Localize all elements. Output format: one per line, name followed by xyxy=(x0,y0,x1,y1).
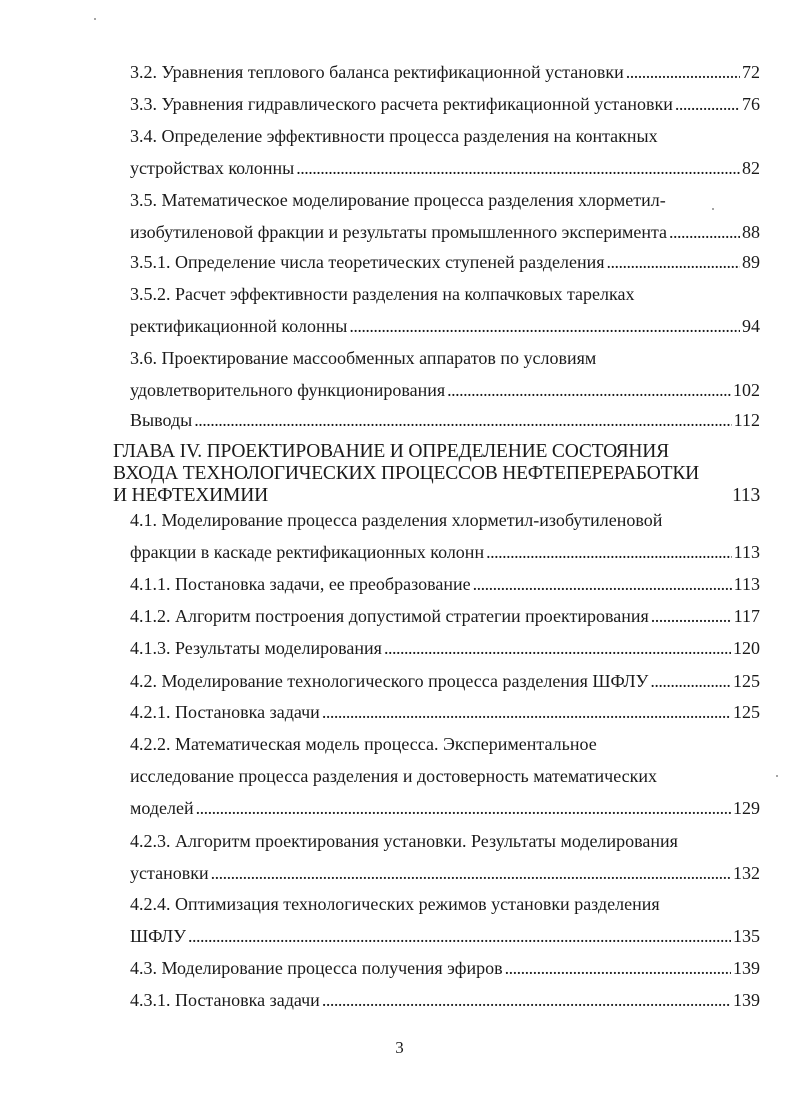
toc-entry-title: 4.2.2. Математическая модель процесса. Экспериментальное xyxy=(130,734,597,754)
toc-line xyxy=(130,94,760,126)
toc-entry-title: 4.1.1. Постановка задачи, ее преобразование xyxy=(130,574,471,594)
toc-entry-title: ШФЛУ xyxy=(130,926,186,946)
toc-page-number: 125 xyxy=(733,671,760,691)
toc-entry-title: 4.2.4. Оптимизация технологических режимов установки разделения xyxy=(130,894,660,914)
toc-line xyxy=(130,222,760,254)
dot-leader xyxy=(505,958,731,978)
toc-line xyxy=(130,671,760,703)
toc-entry-title: 4.1.3. Результаты моделирования xyxy=(130,638,382,658)
toc-entry xyxy=(130,510,760,574)
toc-entry-title: И НЕФТЕХИМИИ xyxy=(113,485,268,506)
toc-line xyxy=(130,542,760,574)
toc-page-number: 117 xyxy=(733,606,760,626)
dot-leader xyxy=(384,638,731,658)
toc-page-number: 72 xyxy=(742,62,760,82)
toc-line xyxy=(130,316,760,348)
toc-entry-title: 3.5.1. Определение числа теоретических ступеней разделения xyxy=(130,252,605,272)
scan-speck xyxy=(776,775,778,777)
toc-entry xyxy=(130,958,760,990)
toc-line xyxy=(130,252,760,284)
toc-line xyxy=(130,734,760,766)
toc-line xyxy=(130,958,760,990)
toc-entry xyxy=(130,62,760,94)
toc-line xyxy=(130,284,760,316)
toc-entry-title: 4.2. Моделирование технологического процесса разделения ШФЛУ xyxy=(130,671,649,691)
toc-page-number: 82 xyxy=(742,158,760,178)
toc-entry xyxy=(130,126,760,190)
toc-page-number: 113 xyxy=(732,485,760,506)
toc-page-number: 94 xyxy=(742,316,760,336)
toc-line xyxy=(113,464,760,486)
toc-line xyxy=(113,442,760,464)
toc-page-number: 139 xyxy=(733,958,760,978)
toc-entry-title: 4.1.2. Алгоритм построения допустимой стратегии проектирования xyxy=(130,606,649,626)
toc-entry-title: исследование процесса разделения и достоверность математических xyxy=(130,766,658,786)
dot-leader xyxy=(188,926,731,946)
toc-page-number: 89 xyxy=(742,252,760,272)
toc-page-number: 113 xyxy=(733,542,760,562)
toc-line xyxy=(130,863,760,895)
toc-entry-title: устройствах колонны xyxy=(130,158,295,178)
toc-page-number: 135 xyxy=(733,926,760,946)
toc-line xyxy=(130,380,760,412)
toc-entry-title: Выводы xyxy=(130,410,193,430)
toc-entry xyxy=(130,831,760,895)
dot-leader xyxy=(669,222,740,242)
toc-line xyxy=(130,348,760,380)
scan-speck xyxy=(94,18,96,20)
toc-line xyxy=(130,894,760,926)
dot-leader xyxy=(607,252,740,272)
toc-entry-title: 3.5. Математическое моделирование процесса разделения хлорметил- xyxy=(130,190,666,210)
toc-entry xyxy=(130,348,760,412)
dot-leader xyxy=(626,62,740,82)
toc-line xyxy=(130,831,760,863)
toc-entry-title: 4.2.3. Алгоритм проектирования установки. Результаты моделирования xyxy=(130,831,678,851)
toc-entry xyxy=(130,94,760,126)
dot-leader xyxy=(322,702,731,722)
toc-entry xyxy=(130,252,760,284)
toc-line xyxy=(130,410,760,442)
dot-leader xyxy=(211,863,731,883)
toc-entry-title: 4.2.1. Постановка задачи xyxy=(130,702,320,722)
toc-entry-title: 4.3. Моделирование процесса получения эфиров xyxy=(130,958,503,978)
toc-line xyxy=(130,766,760,798)
toc-entry xyxy=(130,671,760,703)
dot-leader xyxy=(296,158,740,178)
toc-line xyxy=(130,574,760,606)
toc-entry-title: 3.6. Проектирование массообменных аппаратов по условиям xyxy=(130,348,597,368)
toc-entry-title: моделей xyxy=(130,798,194,818)
toc-line xyxy=(130,990,760,1022)
toc-entry-title: 3.2. Уравнения теплового баланса ректификационной установки xyxy=(130,62,624,82)
toc-line xyxy=(130,190,760,222)
toc-line xyxy=(113,486,760,508)
dot-leader xyxy=(473,574,732,594)
toc-line xyxy=(130,126,760,158)
toc-entry xyxy=(130,574,760,606)
toc-entry xyxy=(130,284,760,348)
toc-entry-title: изобутиленовой фракции и результаты промышленного эксперимента xyxy=(130,222,668,242)
toc-entry-title: 3.3. Уравнения гидравлического расчета ректификационной установки xyxy=(130,94,673,114)
toc-line xyxy=(130,62,760,94)
toc-entry xyxy=(130,702,760,734)
toc-line xyxy=(130,158,760,190)
toc-page-number: 76 xyxy=(742,94,760,114)
toc-page-number: 132 xyxy=(733,863,760,883)
toc-page-number: 129 xyxy=(733,798,760,818)
toc-entry-title: фракции в каскаде ректификационных колонн xyxy=(130,542,485,562)
toc-chapter-heading xyxy=(113,442,760,508)
page-number: 3 xyxy=(395,1038,404,1057)
toc-entry xyxy=(130,638,760,670)
toc-entry xyxy=(130,410,760,442)
toc-line xyxy=(130,798,760,830)
dot-leader xyxy=(675,94,740,114)
toc-line xyxy=(130,702,760,734)
toc-entry-title: 3.4. Определение эффективности процесса разделения на контакных xyxy=(130,126,658,146)
toc-entry-title: ректификационной колонны xyxy=(130,316,348,336)
toc-page-number: 112 xyxy=(733,410,760,430)
toc-page-number: 125 xyxy=(733,702,760,722)
toc-entry-title: 4.1. Моделирование процесса разделения хлорметил-изобутиленовой xyxy=(130,510,663,530)
toc-page-number: 88 xyxy=(742,222,760,242)
scan-speck xyxy=(712,208,714,210)
dot-leader xyxy=(651,606,732,626)
toc-entry-title: ГЛАВА IV. ПРОЕКТИРОВАНИЕ И ОПРЕДЕЛЕНИЕ СОСТОЯНИЯ xyxy=(113,441,669,462)
toc-entry xyxy=(130,990,760,1022)
toc-line xyxy=(130,926,760,958)
toc-entry-title: 3.5.2. Расчет эффективности разделения на колпачковых тарелках xyxy=(130,284,635,304)
dot-leader xyxy=(447,380,731,400)
toc-entry xyxy=(130,894,760,958)
toc-entry xyxy=(130,734,760,830)
toc-entry-title: ВХОДА ТЕХНОЛОГИЧЕСКИХ ПРОЦЕССОВ НЕФТЕПЕРЕРАБОТКИ xyxy=(113,463,700,484)
dot-leader xyxy=(486,542,732,562)
toc-line xyxy=(130,638,760,670)
toc-line xyxy=(130,606,760,638)
toc-entry xyxy=(130,190,760,254)
dot-leader xyxy=(650,671,731,691)
toc-entry-title: 4.3.1. Постановка задачи xyxy=(130,990,320,1010)
toc-entry-title: установки xyxy=(130,863,209,883)
toc-entry-title: удовлетворительного функционирования xyxy=(130,380,446,400)
dot-leader xyxy=(322,990,731,1010)
toc-page-number: 113 xyxy=(733,574,760,594)
toc-page-number: 139 xyxy=(733,990,760,1010)
dot-leader xyxy=(349,316,740,336)
toc-entry xyxy=(130,606,760,638)
dot-leader xyxy=(196,798,731,818)
toc-page-number: 102 xyxy=(733,380,760,400)
toc-page-number: 120 xyxy=(733,638,760,658)
toc-line xyxy=(130,510,760,542)
dot-leader xyxy=(194,410,731,430)
